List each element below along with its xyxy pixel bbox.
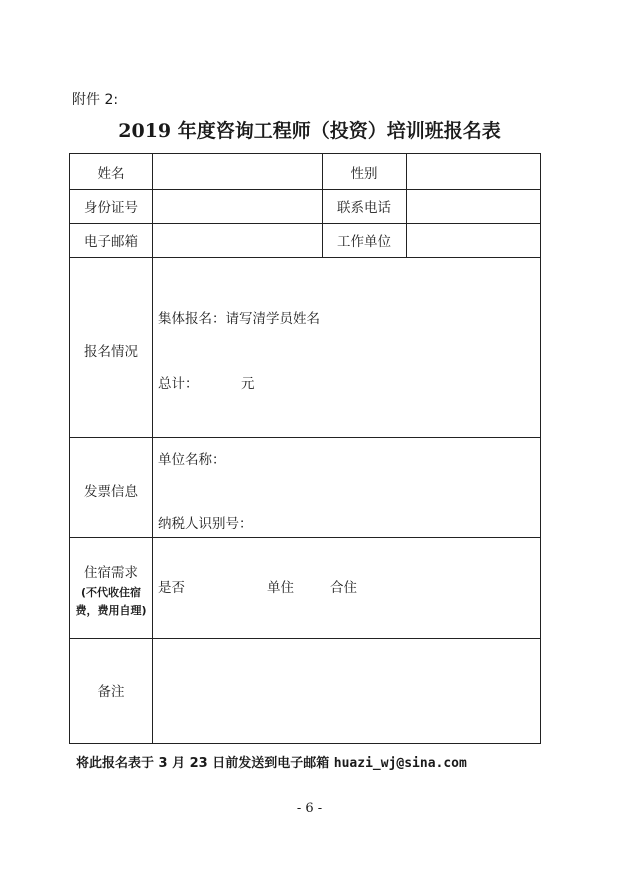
lodging-shared-option[interactable]: 合住 [330, 580, 357, 596]
gender-field[interactable] [409, 156, 537, 187]
column-divider [406, 153, 407, 258]
form-title: 2019 年度咨询工程师（投资）培训班报名表 [118, 120, 501, 142]
column-divider [322, 153, 323, 258]
phone-label: 联系电话 [337, 200, 391, 216]
registration-label: 报名情况 [84, 344, 138, 360]
lodging-single-option[interactable]: 单住 [267, 580, 294, 596]
remarks-label: 备注 [97, 684, 125, 700]
table-border-right [540, 153, 541, 744]
invoice-label: 发票信息 [84, 484, 138, 500]
row-divider [69, 537, 541, 538]
company-name-label: 单位名称： [158, 452, 226, 468]
gender-label: 性别 [350, 166, 378, 182]
id-number-label: 身份证号 [84, 200, 138, 216]
lodging-note-line-1: (不代收住宿 [80, 586, 142, 599]
group-registration-text: 集体报名：请写清学员姓名 [158, 311, 320, 327]
lodging-yes-no: 是否 [158, 580, 185, 596]
row-divider [69, 638, 541, 639]
attachment-label: 附件 2: [72, 92, 119, 108]
lodging-label: 住宿需求 [84, 565, 138, 581]
row-divider [69, 223, 541, 224]
total-label: 总计： [158, 376, 199, 392]
registration-form-table [69, 153, 541, 744]
label-column-divider [152, 153, 153, 744]
employer-field[interactable] [409, 225, 537, 255]
email-field[interactable] [155, 225, 319, 255]
table-border-bottom [69, 743, 541, 744]
row-divider [69, 189, 541, 190]
notice-email: huazi_wj@sina.com [333, 756, 467, 771]
name-field[interactable] [155, 156, 319, 187]
table-border-top [69, 153, 541, 154]
row-divider [69, 437, 541, 438]
submission-notice [76, 752, 467, 771]
lodging-note-line-2: 费，费用自理) [75, 604, 147, 617]
phone-field[interactable] [409, 191, 537, 221]
row-divider [69, 257, 541, 258]
employer-label: 工作单位 [337, 234, 391, 250]
name-label: 姓名 [97, 166, 125, 182]
page-number: - 6 - [296, 801, 323, 816]
notice-text: 将此报名表于 3 月 23 日前发送到电子邮箱 [76, 756, 330, 771]
total-unit: 元 [241, 376, 255, 392]
table-border-left [69, 153, 70, 744]
email-label: 电子邮箱 [84, 234, 138, 250]
id-number-field[interactable] [155, 191, 319, 221]
taxpayer-id-label: 纳税人识别号： [158, 516, 253, 532]
remarks-field[interactable] [155, 641, 537, 740]
